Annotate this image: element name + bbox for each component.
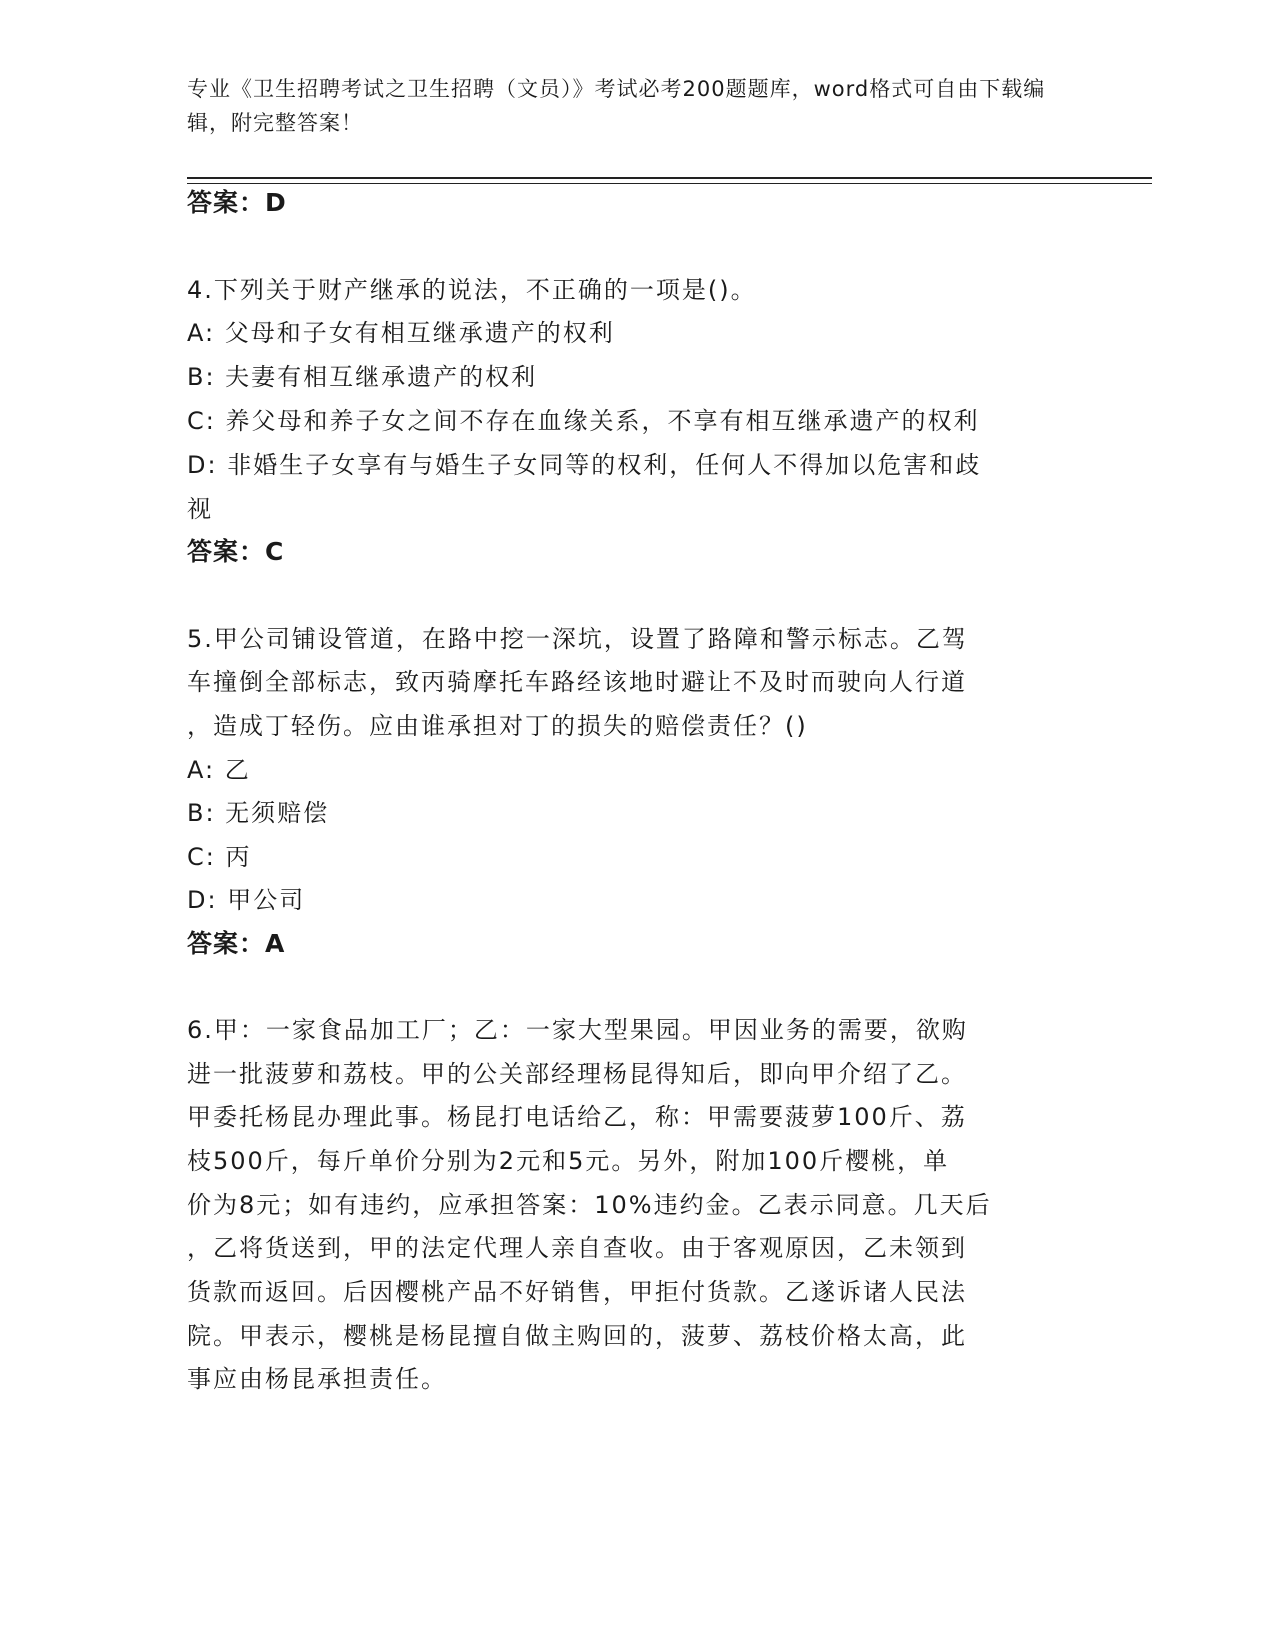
q4-option-d: D: 非婚生子女享有与婚生子女同等的权利，任何人不得加以危害和歧 [187,451,982,479]
q6-line-6: ，乙将货送到，甲的法定代理人亲自查收。由于客观原因，乙未领到 [187,1234,967,1262]
previous-answer: 答案：D [187,188,287,217]
q5-stem-line-2: 车撞倒全部标志，致丙骑摩托车路经该地时避让不及时而驶向人行道 [187,668,967,696]
q5-option-b: B: 无须赔偿 [187,799,330,827]
q6-line-5: 价为8元；如有违约，应承担答案：10%违约金。乙表示同意。几天后 [187,1191,992,1219]
document-header: 专业《卫生招聘考试之卫生招聘（文员）》考试必考200题题库，word格式可自由下载编辑，附完整答案！ [187,77,1046,135]
q6-line-8: 院。甲表示，樱桃是杨昆擅自做主购回的，菠萝、荔枝价格太高，此 [187,1322,967,1350]
q4-answer: 答案：C [187,537,285,566]
q4-stem: 4.下列关于财产继承的说法，不正确的一项是()。 [187,276,757,304]
q5-stem-line-3: ，造成丁轻伤。应由谁承担对丁的损失的赔偿责任？() [187,712,808,740]
q6-line-2: 进一批菠萝和荔枝。甲的公关部经理杨昆得知后，即向甲介绍了乙。 [187,1060,967,1088]
q6-line-7: 货款而返回。后因樱桃产品不好销售，甲拒付货款。乙遂诉诸人民法 [187,1278,967,1306]
q6-line-1: 6.甲：一家食品加工厂；乙：一家大型果园。甲因业务的需要，欲购 [187,1016,968,1044]
header-divider-thin [187,183,1152,184]
q5-option-c: C: 丙 [187,843,252,871]
q6-line-9: 事应由杨昆承担责任。 [187,1365,447,1393]
q5-option-a: A: 乙 [187,756,251,784]
q5-stem-line-1: 5.甲公司铺设管道，在路中挖一深坑，设置了路障和警示标志。乙驾 [187,625,968,653]
q4-option-c: C: 养父母和养子女之间不存在血缘关系，不享有相互继承遗产的权利 [187,407,980,435]
q6-line-3: 甲委托杨昆办理此事。杨昆打电话给乙，称：甲需要菠萝100斤、荔 [187,1103,967,1131]
header-divider-thick [187,177,1152,179]
q5-option-d: D: 甲公司 [187,886,306,914]
q4-option-b: B: 夫妻有相互继承遗产的权利 [187,363,538,391]
q4-option-a: A: 父母和子女有相互继承遗产的权利 [187,319,615,347]
q4-option-d-continuation: 视 [187,495,213,523]
q5-answer: 答案：A [187,929,286,958]
q6-line-4: 枝500斤，每斤单价分别为2元和5元。另外，附加100斤樱桃，单 [187,1147,950,1175]
